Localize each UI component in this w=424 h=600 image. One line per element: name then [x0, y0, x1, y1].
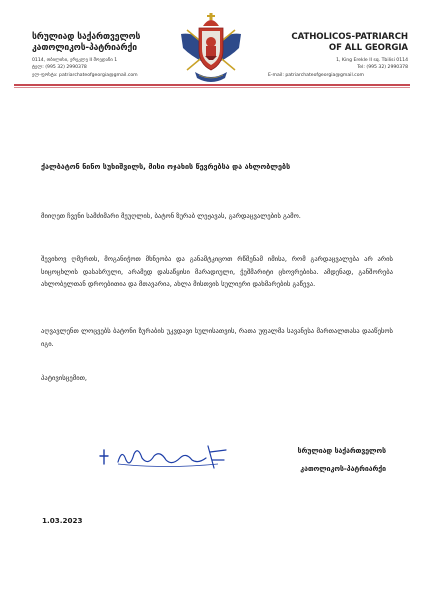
letterhead-left [32, 32, 172, 71]
letterhead-right-address: 1, King Erekle II sq. Tbilisi 0114 [336, 58, 408, 63]
letterhead-right-title-line2: OF ALL GEORGIA [328, 43, 408, 53]
letterhead-divider [14, 84, 410, 86]
letter-paragraph-3: აღვავლენთ ლოცვებს ბატონი ზურაბის უკვდავი სულისათვის, რათა უფალმა სავანესა მართალთასა დააწესოს იგი. [41, 327, 393, 348]
letterhead-right-email: E-mail: patriarchateofgeorgia@gmail.com [267, 73, 364, 78]
patriarchate-seal-icon [177, 12, 245, 88]
letterhead-left-address: 0114, თბილისი, ერეკლე II მოედანი 1 [32, 58, 118, 63]
letterhead-left-email: ელ-ფოსტა: patriarchateofgeorgia@gmail.com [32, 73, 138, 78]
letter-paragraph-2: შევიხოვ ღმერთს, მოგანიჭოთ მხნეობა და განამტკიცოთ რწმენამ იმისა, რომ გარდაცვალება არ არის სიცოცხლის დასასრული, არამედ დასაწყისი მარადიული, ჭეშმარიტი ცხოვრებისა. ამდენად, განშორება ახლობელთან დროებითია და მთავარია, ახლა მისთვის სულიერი დახმარების გაწევა. [41, 255, 393, 288]
letterhead-right [278, 32, 408, 71]
signer-title-line1: სრულიად საქართველოს [297, 447, 386, 455]
letterhead-left-title-line2: კათოლიკოს-პატრიარქი [32, 43, 137, 53]
letterhead-divider-thin [14, 87, 410, 88]
letter-date: 1.03.2023 [42, 516, 83, 525]
letter-paragraph-1: მიიღეთ ჩვენი სამძიმარი მეუღლის, ბატონ ზურაბ ლეჟავას, გარდაცვალების გამო. [41, 212, 301, 220]
letterhead-right-phone: Tel: (995 32) 2990378 [357, 65, 408, 70]
letterhead-left-phone: ტელ: (995 32) 2990378 [32, 65, 87, 70]
letterhead-left-title-line1: სრულიად საქართველოს [32, 32, 141, 42]
letterhead-right-title-line1: CATHOLICOS-PATRIARCH [291, 32, 408, 42]
letter-closing: პატივისცემით, [41, 374, 88, 382]
handwritten-signature [96, 442, 236, 472]
letter-salutation: ქალბატონ ნინო სუხიშვილს, მისი ოჯახის წევრებსა და ახლობლებს [41, 162, 291, 171]
signer-title-line2: კათოლიკოს-პატრიარქი [300, 465, 386, 473]
